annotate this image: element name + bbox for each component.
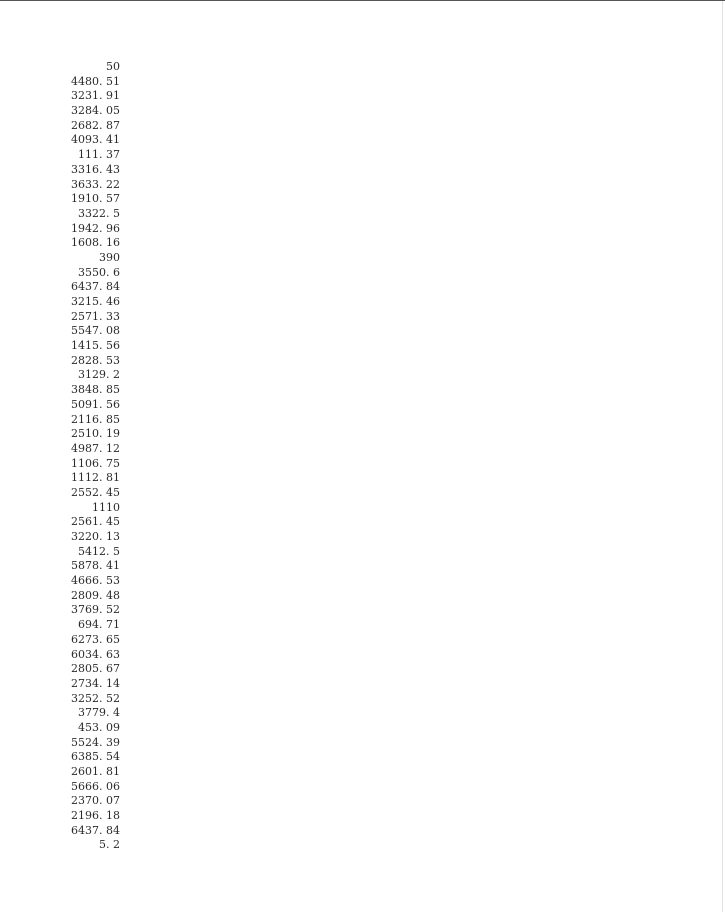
number-cell: 2552. 45 xyxy=(71,485,120,499)
number-cell: 1106. 75 xyxy=(71,456,120,470)
number-cell: 6034. 63 xyxy=(71,647,120,661)
number-cell: 390 xyxy=(99,250,120,264)
number-cell: 6273. 65 xyxy=(71,632,120,646)
number-cell: 2370. 07 xyxy=(71,794,120,808)
number-cell: 4666. 53 xyxy=(71,574,120,588)
number-cell: 2601. 81 xyxy=(71,765,120,778)
number-cell: 3769. 52 xyxy=(71,603,120,617)
number-cell: 3633. 22 xyxy=(71,177,120,191)
number-cell: 5412. 5 xyxy=(78,544,120,558)
number-cell: 2682. 87 xyxy=(71,118,120,132)
number-cell: 4093. 41 xyxy=(71,133,120,147)
number-cell: 50 xyxy=(106,60,120,73)
number-cell: 4480. 51 xyxy=(71,74,120,88)
number-cell: 6437. 84 xyxy=(71,823,120,837)
number-cell: 2196. 18 xyxy=(71,809,120,823)
number-cell: 3129. 2 xyxy=(78,368,120,382)
number-cell: 5666. 06 xyxy=(71,779,120,793)
number-cell: 453. 09 xyxy=(78,720,120,734)
number-cell: 3220. 13 xyxy=(71,530,120,543)
number-cell: 3848. 85 xyxy=(71,383,120,397)
number-cell: 2561. 45 xyxy=(71,515,120,529)
number-cell: 2809. 48 xyxy=(71,588,120,602)
number-cell: 3322. 5 xyxy=(78,206,120,220)
number-cell: 3284. 05 xyxy=(71,104,120,118)
number-cell: 5547. 08 xyxy=(71,324,120,338)
right-page-edge xyxy=(722,1,723,912)
number-cell: 3215. 46 xyxy=(71,295,120,308)
number-cell: 1110 xyxy=(92,500,120,514)
number-cell: 1910. 57 xyxy=(71,192,120,206)
number-cell: 5878. 41 xyxy=(71,559,120,573)
number-cell: 5091. 56 xyxy=(71,397,120,411)
number-cell: 3231. 91 xyxy=(71,89,120,103)
number-cell: 2510. 19 xyxy=(71,427,120,441)
number-cell: 3316. 43 xyxy=(71,162,120,176)
number-cell: 2571. 33 xyxy=(71,309,120,323)
number-cell: 694. 71 xyxy=(78,618,120,632)
number-cell: 3252. 52 xyxy=(71,691,120,705)
number-cell: 3550. 6 xyxy=(78,265,120,279)
number-cell: 1942. 96 xyxy=(71,221,120,235)
number-column xyxy=(40,60,120,853)
number-cell: 111. 37 xyxy=(78,148,120,162)
number-cell: 4987. 12 xyxy=(71,441,120,455)
number-cell: 6385. 54 xyxy=(71,750,120,764)
number-cell: 2734. 14 xyxy=(71,676,120,690)
number-cell: 5524. 39 xyxy=(71,735,120,749)
number-cell: 2116. 85 xyxy=(71,412,120,426)
number-cell: 3779. 4 xyxy=(78,706,120,720)
number-cell: 1415. 56 xyxy=(71,339,120,353)
number-cell: 6437. 84 xyxy=(71,280,120,294)
number-cell: 5. 2 xyxy=(99,838,120,852)
number-cell: 1112. 81 xyxy=(71,471,120,485)
number-cell: 2828. 53 xyxy=(71,353,120,367)
number-cell: 1608. 16 xyxy=(71,236,120,250)
number-cell: 2805. 67 xyxy=(71,662,120,676)
top-border xyxy=(0,0,725,1)
